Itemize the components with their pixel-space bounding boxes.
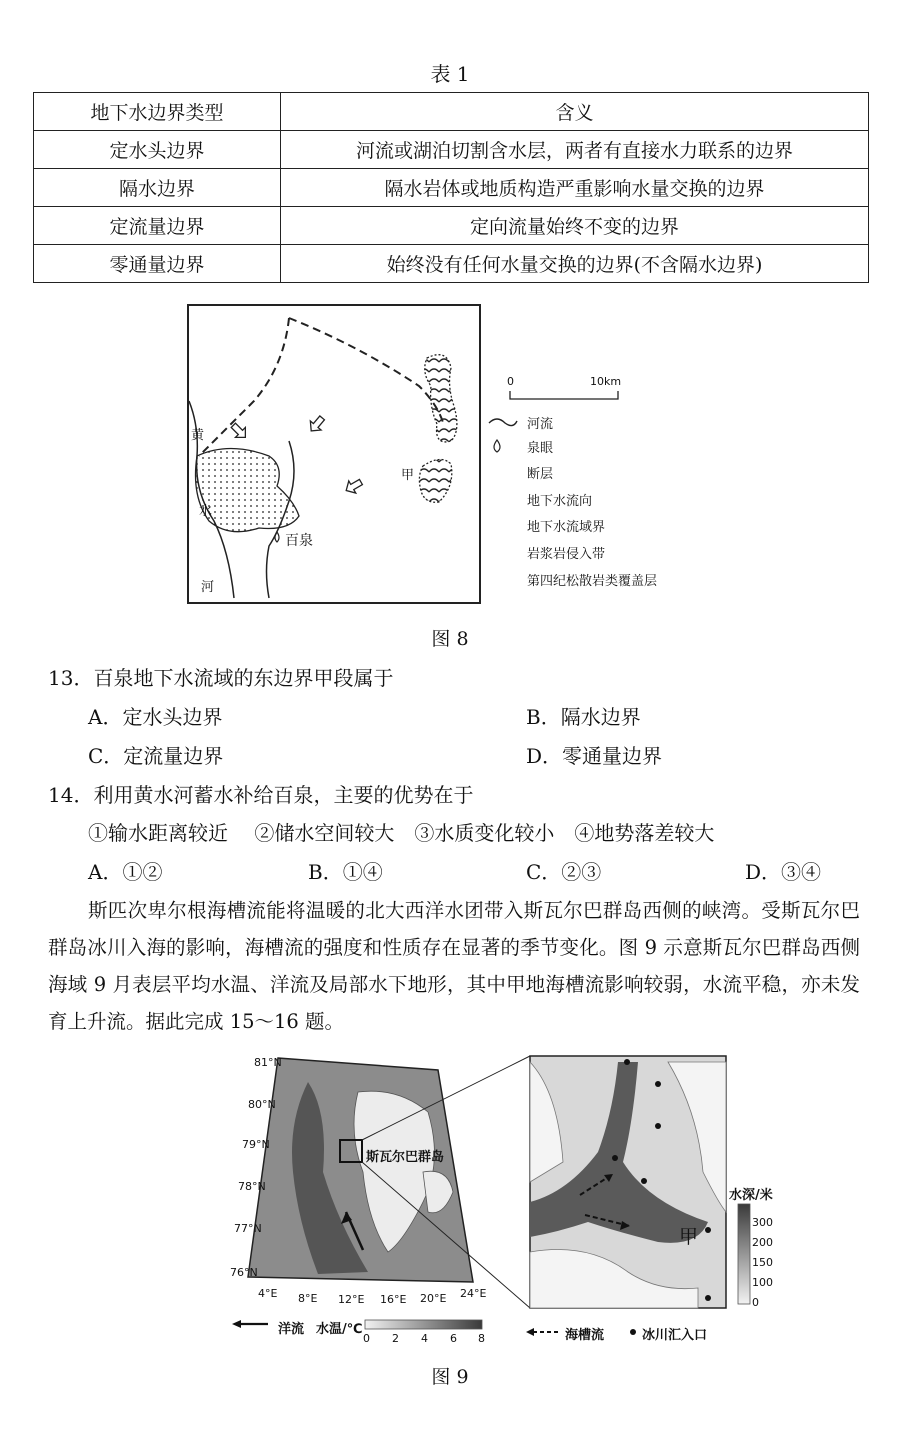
scale-bar — [509, 391, 619, 401]
lon-label: 8°E — [298, 1292, 318, 1305]
table-row — [34, 207, 869, 245]
lat-label: 80°N — [248, 1098, 276, 1111]
groundwater-flow-arrow — [343, 476, 365, 497]
legend-item: 地下水流向 — [527, 493, 593, 509]
lon-label: 24°E — [460, 1287, 487, 1300]
table-header-cell: 含义 — [281, 93, 869, 131]
intrusion-zone — [419, 459, 451, 502]
table-cell: 隔水边界 — [34, 169, 281, 207]
temperature-tick: 4 — [421, 1332, 428, 1345]
question-13-stem: 13．百泉地下水流域的东边界甲段属于 — [48, 666, 394, 690]
legend-item: 岩浆岩侵入带 — [527, 546, 606, 562]
depth-tick: 300 — [752, 1216, 773, 1229]
lon-label: 20°E — [420, 1292, 447, 1305]
svalbard-map-svg — [228, 1052, 778, 1352]
river-name-char: 黄 — [191, 428, 205, 443]
temperature-tick: 6 — [450, 1332, 457, 1345]
table-header-row — [34, 93, 869, 131]
legend-item: 地下水流域界 — [527, 519, 606, 535]
lat-label: 77°N — [234, 1222, 262, 1235]
lat-label: 78°N — [238, 1180, 266, 1193]
figure-8-map — [187, 304, 481, 604]
figure-8-legend — [487, 375, 687, 605]
table-cell: 定流量边界 — [34, 207, 281, 245]
groundwater-flow-arrow — [306, 413, 328, 435]
glacier-inlet-legend-label: 冰川汇入口 — [642, 1328, 708, 1343]
river-icon — [487, 415, 527, 429]
ocean-current-legend-arrowhead — [232, 1320, 241, 1328]
question-14-option-a[interactable]: A．①② — [88, 860, 163, 884]
question-13-option-a[interactable]: A．定水头边界 — [88, 705, 223, 729]
lat-label: 81°N — [254, 1056, 282, 1069]
question-14-items: ①输水距离较近 ②储水空间较大 ③水质变化较小 ④地势落差较大 — [88, 821, 715, 845]
temperature-tick: 0 — [363, 1332, 370, 1345]
temperature-title: 水温/℃ — [316, 1322, 363, 1337]
glacier-inlet-dot — [705, 1227, 711, 1233]
watershed-boundary — [289, 318, 444, 426]
glacier-inlet-dot — [641, 1178, 647, 1184]
legend-item: 断层 — [527, 466, 554, 482]
quaternary-cover-area — [196, 449, 300, 532]
legend-item: 第四纪松散岩类覆盖层 — [527, 573, 658, 589]
boundary-table — [33, 92, 869, 283]
table-caption: 表 1 — [430, 62, 470, 86]
trough-current-legend-label: 海槽流 — [565, 1328, 605, 1343]
lat-label: 79°N — [242, 1138, 270, 1151]
question-14-stem: 14．利用黄水河蓄水补给百泉，主要的优势在于 — [48, 783, 474, 807]
table-row — [34, 169, 869, 207]
depth-tick: 150 — [752, 1256, 773, 1269]
glacier-inlet-dot — [705, 1295, 711, 1301]
spring-icon — [275, 532, 279, 542]
table-cell: 河流或湖泊切割含水层，两者有直接水力联系的边界 — [281, 131, 869, 169]
figure-9-caption: 图 9 — [431, 1366, 469, 1388]
table-header-cell: 地下水边界类型 — [34, 93, 281, 131]
spring-icon — [487, 438, 527, 454]
glacier-inlet-dot — [655, 1081, 661, 1087]
table-cell: 零通量边界 — [34, 245, 281, 283]
glacier-inlet-dot — [624, 1059, 630, 1065]
glacier-inlet-dot — [655, 1123, 661, 1129]
table-cell: 隔水岩体或地质构造严重影响水量交换的边界 — [281, 169, 869, 207]
question-13-option-c[interactable]: C．定流量边界 — [88, 744, 224, 768]
question-13-option-d[interactable]: D．零通量边界 — [526, 744, 663, 768]
scale-max: 10km — [590, 375, 622, 388]
table-row — [34, 131, 869, 169]
ocean-current-legend-label: 洋流 — [278, 1322, 305, 1337]
trough-current-legend-arrowhead — [526, 1328, 534, 1336]
question-14-option-b[interactable]: B．①④ — [308, 860, 383, 884]
temperature-tick: 8 — [478, 1332, 485, 1345]
lon-label: 16°E — [380, 1293, 407, 1306]
question-13-option-b[interactable]: B．隔水边界 — [526, 705, 641, 729]
temperature-colorbar — [365, 1320, 482, 1329]
jia-label: 甲 — [679, 1226, 699, 1248]
table-row — [34, 245, 869, 283]
island-label: 斯瓦尔巴群岛 — [366, 1150, 445, 1165]
table-cell: 定向流量始终不变的边界 — [281, 207, 869, 245]
glacier-inlet-legend-dot — [630, 1329, 636, 1335]
lon-label: 12°E — [338, 1293, 365, 1306]
lat-label: 76°N — [230, 1266, 258, 1279]
passage-text: 斯匹次卑尔根海槽流能将温暖的北大西洋水团带入斯瓦尔巴群岛西侧的峡湾。受斯瓦尔巴群岛冰川入海的影响，海槽流的强度和性质存在显著的季节变化。图 9 示意斯瓦尔巴群岛西侧海域 9 月表层平均水温、洋流及局部水下地形，其中甲地海槽流影响较弱，水流平稳，亦未发育上升流。据此完成 15～16 题。 — [48, 899, 860, 1033]
question-14-option-d[interactable]: D．③④ — [745, 860, 822, 884]
question-14-option-c[interactable]: C．②③ — [526, 860, 602, 884]
spring-label: 百泉 — [285, 533, 313, 549]
lon-label: 4°E — [258, 1287, 278, 1300]
depth-title: 水深/米 — [729, 1188, 773, 1203]
figure-8-caption: 图 8 — [431, 628, 469, 650]
scale-zero: 0 — [507, 375, 514, 388]
river-name-char: 水 — [199, 504, 213, 519]
groundwater-map-svg — [189, 306, 479, 602]
figure-9 — [228, 1052, 778, 1352]
table-cell: 定水头边界 — [34, 131, 281, 169]
legend-item: 泉眼 — [487, 435, 553, 457]
depth-colorbar — [738, 1204, 750, 1304]
depth-tick: 200 — [752, 1236, 773, 1249]
glacier-inlet-dot — [612, 1155, 618, 1161]
depth-tick: 100 — [752, 1276, 773, 1289]
river-name-char: 河 — [201, 580, 215, 595]
temperature-tick: 2 — [392, 1332, 399, 1345]
jia-label: 甲 — [401, 468, 415, 483]
table-cell: 始终没有任何水量交换的边界(不含隔水边界) — [281, 245, 869, 283]
legend-item: 河流 — [487, 411, 553, 433]
depth-tick: 0 — [752, 1296, 759, 1309]
